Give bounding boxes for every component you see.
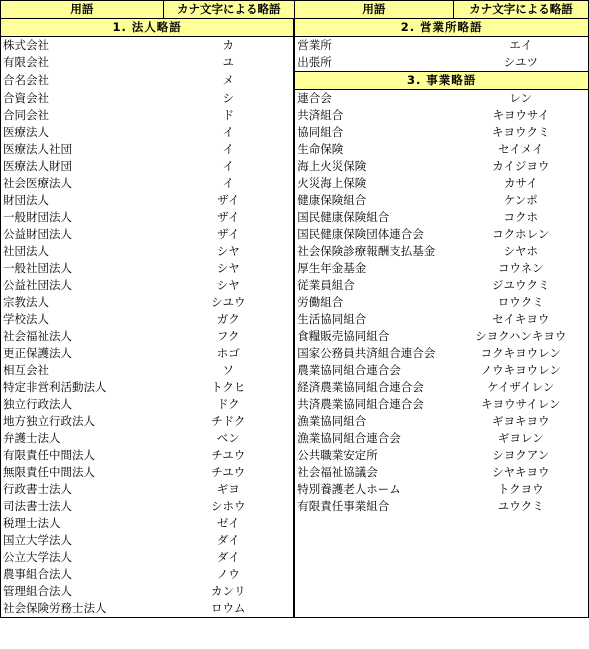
business-row-kana: シヤキヨウ	[454, 464, 589, 481]
corporation-kana: フク	[163, 328, 294, 345]
business-row-term: 漁業協同組合連合会	[297, 431, 401, 445]
corporation-kana: カ	[163, 37, 294, 55]
corporation-term: 合資会社	[1, 90, 164, 108]
business-row-kana: キヨウサイ	[454, 107, 589, 124]
corporation-term: 管理組合法人	[1, 583, 164, 600]
empty-cell	[454, 566, 589, 583]
corporation-term: 有限会社	[1, 54, 164, 72]
corporation-kana: イ	[163, 158, 294, 175]
corporation-kana: カンリ	[163, 583, 294, 600]
corporation-term: 医療法人社団	[1, 141, 164, 158]
business-row-term: 国家公務員共済組合連合会	[297, 346, 436, 360]
corporation-term: 国立大学法人	[1, 532, 164, 549]
business-row-term: 健康保険組合	[297, 193, 367, 207]
corporation-term: 司法書士法人	[1, 498, 164, 515]
table-row	[1, 583, 589, 600]
corporation-kana: ザイ	[163, 209, 294, 226]
corporation-kana: チユウ	[163, 447, 294, 464]
empty-cell	[294, 532, 453, 549]
empty-cell	[454, 532, 589, 549]
business-row-kana: コクホ	[454, 209, 589, 226]
header-term-right: 用語	[294, 1, 453, 19]
corporation-term: 地方独立行政法人	[1, 413, 164, 430]
section-row	[1, 19, 589, 37]
business-row-term: 海上火災保険	[297, 159, 367, 173]
table-row	[1, 311, 589, 328]
business-row-term: 厚生年金基金	[297, 261, 367, 275]
empty-cell	[454, 583, 589, 600]
corporation-kana: ロウム	[163, 600, 294, 618]
table-row	[1, 90, 589, 108]
table-row	[1, 294, 589, 311]
table-row	[1, 107, 589, 124]
table-row	[1, 345, 589, 362]
business-row-kana: シヤホ	[454, 243, 589, 260]
business-row-term: 公共職業安定所	[297, 448, 378, 462]
empty-cell	[454, 515, 589, 532]
table-row	[1, 379, 589, 396]
table-row	[1, 226, 589, 243]
office-row-term: 出張所	[297, 55, 332, 69]
table-row	[1, 54, 589, 72]
business-row-term: 有限責任事業組合	[297, 499, 390, 513]
business-row-term: 共済農業協同組合連合会	[297, 397, 424, 411]
corporation-term: 医療法人財団	[1, 158, 164, 175]
business-row-kana: シヨクアン	[454, 447, 589, 464]
section-title-business: 3. 事業略語	[294, 72, 588, 90]
table-row	[1, 464, 589, 481]
corporation-kana: シホウ	[163, 498, 294, 515]
table-row	[1, 447, 589, 464]
business-row-kana: レン	[454, 90, 589, 108]
corporation-kana: シヤ	[163, 243, 294, 260]
corporation-term: 公益財団法人	[1, 226, 164, 243]
corporation-kana: ガク	[163, 311, 294, 328]
corporation-term: 独立行政法人	[1, 396, 164, 413]
corporation-kana: ザイ	[163, 192, 294, 209]
corporation-term: 無限責任中間法人	[1, 464, 164, 481]
business-row-term: 共済組合	[297, 108, 344, 122]
corporation-kana: シ	[163, 90, 294, 108]
business-row-kana: カサイ	[454, 175, 589, 192]
table-row	[1, 158, 589, 175]
corporation-kana: ホゴ	[163, 345, 294, 362]
business-row-kana: キヨウクミ	[454, 124, 589, 141]
corporation-kana: ソ	[163, 362, 294, 379]
table-row	[1, 124, 589, 141]
table-row	[1, 72, 589, 90]
business-row-term: 経済農業協同組合連合会	[297, 380, 424, 394]
business-row-kana: セイメイ	[454, 141, 589, 158]
corporation-term: 社会福祉法人	[1, 328, 164, 345]
header-term-left: 用語	[1, 1, 164, 19]
business-row-term: 生活協同組合	[297, 312, 367, 326]
corporation-kana: チドク	[163, 413, 294, 430]
corporation-term: 合名会社	[1, 72, 164, 90]
business-row-kana: ケンポ	[454, 192, 589, 209]
business-row-kana: ジユウクミ	[454, 277, 589, 294]
business-row-kana: セイキヨウ	[454, 311, 589, 328]
table-row	[1, 260, 589, 277]
business-row-term: 社会保険診療報酬支払基金	[297, 244, 436, 258]
business-row-term: 農業協同組合連合会	[297, 363, 401, 377]
corporation-term: 社団法人	[1, 243, 164, 260]
business-row-term: 社会福祉協議会	[297, 465, 378, 479]
corporation-kana: ド	[163, 107, 294, 124]
corporation-kana: ダイ	[163, 549, 294, 566]
corporation-term: 合同会社	[1, 107, 164, 124]
business-row-kana: キヨウサイレン	[454, 396, 589, 413]
table-row	[1, 498, 589, 515]
corporation-kana: シヤ	[163, 260, 294, 277]
business-row-term: 漁業協同組合	[297, 414, 367, 428]
corporation-term: 相互会社	[1, 362, 164, 379]
business-row-kana: カイジヨウ	[454, 158, 589, 175]
corporation-term: 弁護士法人	[1, 430, 164, 447]
corporation-kana: ユ	[163, 54, 294, 72]
business-row-term: 労働組合	[297, 295, 344, 309]
table-row	[1, 549, 589, 566]
corporation-kana: ザイ	[163, 226, 294, 243]
corporation-kana: ドク	[163, 396, 294, 413]
corporation-term: 更正保護法人	[1, 345, 164, 362]
corporation-term: 社会医療法人	[1, 175, 164, 192]
corporation-kana: メ	[163, 72, 294, 90]
section-title-corporation: 1. 法人略語	[1, 19, 295, 37]
corporation-term: 農事組合法人	[1, 566, 164, 583]
business-row-kana: コクキヨウレン	[454, 345, 589, 362]
corporation-kana: ギヨ	[163, 481, 294, 498]
table-row	[1, 37, 589, 55]
corporation-term: 公立大学法人	[1, 549, 164, 566]
table-row	[1, 209, 589, 226]
business-row-kana: ケイザイレン	[454, 379, 589, 396]
business-row-kana: ノウキヨウレン	[454, 362, 589, 379]
corporation-term: 医療法人	[1, 124, 164, 141]
corporation-kana: イ	[163, 124, 294, 141]
table-row	[1, 600, 589, 618]
business-row-term: 国民健康保険団体連合会	[297, 227, 424, 241]
corporation-kana: イ	[163, 175, 294, 192]
business-row-term: 国民健康保険組合	[297, 210, 390, 224]
corporation-kana: イ	[163, 141, 294, 158]
business-row-term: 食糧販売協同組合	[297, 329, 390, 343]
header-row	[1, 1, 589, 19]
table-row	[1, 362, 589, 379]
business-row-kana: シヨクハンキヨウ	[454, 328, 589, 345]
table-row	[1, 175, 589, 192]
corporation-kana: ノウ	[163, 566, 294, 583]
business-row-kana: ロウクミ	[454, 294, 589, 311]
business-row-kana: コウネン	[454, 260, 589, 277]
table-row	[1, 328, 589, 345]
corporation-kana: トクヒ	[163, 379, 294, 396]
table-row	[1, 430, 589, 447]
corporation-kana: チユウ	[163, 464, 294, 481]
corporation-term: 一般社団法人	[1, 260, 164, 277]
corporation-term: 税理士法人	[1, 515, 164, 532]
corporation-kana: ゼイ	[163, 515, 294, 532]
corporation-term: 学校法人	[1, 311, 164, 328]
corporation-term: 社会保険労務士法人	[1, 600, 164, 618]
business-row-term: 生命保険	[297, 142, 344, 156]
corporation-term: 有限責任中間法人	[1, 447, 164, 464]
office-row-kana: シユツ	[454, 54, 589, 72]
table-row	[1, 243, 589, 260]
corporation-term: 財団法人	[1, 192, 164, 209]
business-row-kana: コクホレン	[454, 226, 589, 243]
table-row	[1, 532, 589, 549]
empty-cell	[294, 515, 453, 532]
corporation-kana: ベン	[163, 430, 294, 447]
business-row-kana: ギヨレン	[454, 430, 589, 447]
empty-cell	[454, 600, 589, 618]
empty-cell	[294, 600, 453, 618]
header-kana-left: カナ文字による略語	[163, 1, 294, 19]
business-row-term: 特別養護老人ホーム	[297, 482, 401, 496]
empty-cell	[294, 566, 453, 583]
table-row	[1, 192, 589, 209]
empty-cell	[294, 583, 453, 600]
table-row	[1, 566, 589, 583]
table-row	[1, 141, 589, 158]
table-row	[1, 413, 589, 430]
corporation-term: 一般財団法人	[1, 209, 164, 226]
header-kana-right: カナ文字による略語	[454, 1, 589, 19]
corporation-term: 株式会社	[1, 37, 164, 55]
business-row-term: 連合会	[297, 91, 332, 105]
business-row-term: 従業員組合	[297, 278, 355, 292]
table-row	[1, 277, 589, 294]
corporation-term: 宗教法人	[1, 294, 164, 311]
corporation-kana: シユウ	[163, 294, 294, 311]
corporation-term: 特定非営利活動法人	[1, 379, 164, 396]
table-row	[1, 515, 589, 532]
office-row-kana: エイ	[454, 37, 589, 55]
empty-cell	[454, 549, 589, 566]
corporation-kana: ダイ	[163, 532, 294, 549]
table-row	[1, 396, 589, 413]
business-row-kana: ギヨキヨウ	[454, 413, 589, 430]
business-row-kana: ユウクミ	[454, 498, 589, 515]
office-row-term: 営業所	[297, 38, 332, 52]
business-row-kana: トクヨウ	[454, 481, 589, 498]
empty-cell	[294, 549, 453, 566]
section-title-office: 2. 営業所略語	[294, 19, 588, 37]
business-row-term: 火災海上保険	[297, 176, 367, 190]
table-row	[1, 481, 589, 498]
business-row-term: 協同組合	[297, 125, 344, 139]
corporation-kana: シヤ	[163, 277, 294, 294]
corporation-term: 行政書士法人	[1, 481, 164, 498]
corporation-term: 公益社団法人	[1, 277, 164, 294]
